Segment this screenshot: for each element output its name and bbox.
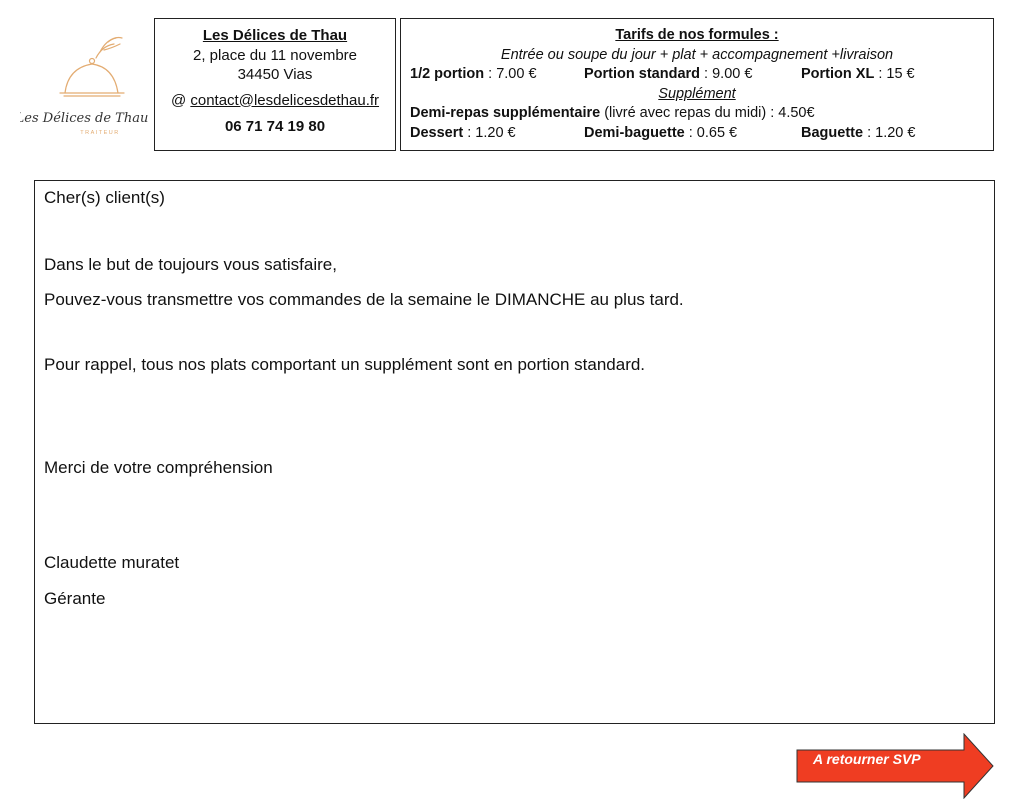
- logo-script-text: Les Délices de Thau: [20, 111, 149, 126]
- price-baguette: Baguette : 1.20 €: [801, 124, 916, 141]
- logo-tagline: TRAITEUR: [80, 130, 120, 136]
- letter-line-3: Pour rappel, tous nos plats comportant un supplément sont en portion standard.: [44, 355, 646, 374]
- price-half-portion: 1/2 portion : 7.00 €: [410, 66, 537, 82]
- address-line-1: 2, place du 11 novembre: [193, 46, 357, 64]
- portion-row: [410, 65, 984, 85]
- signature-name: Claudette muratet: [44, 553, 180, 572]
- pricing-box: [400, 18, 994, 151]
- address-line-2: 34450 Vias: [237, 66, 313, 83]
- company-name: Les Délices de Thau: [202, 27, 348, 44]
- extras-row: [410, 124, 984, 144]
- return-arrow-label: A retourner SVP: [813, 751, 921, 767]
- email-line: [155, 91, 395, 111]
- supplement-title: Supplément: [658, 85, 736, 102]
- email-link[interactable]: contact@lesdelicesdethau.fr: [190, 91, 380, 109]
- price-demi-baguette: Demi-baguette : 0.65 €: [584, 124, 738, 141]
- price-demi-repas: Demi-repas supplémentaire (livré avec repas du midi) : 4.50€: [410, 105, 815, 121]
- pricing-title: Tarifs de nos formules :: [615, 27, 779, 43]
- signature-title: Gérante: [44, 589, 106, 608]
- contact-box: [154, 18, 396, 151]
- letter-line-1: Dans le but de toujours vous satisfaire,: [44, 255, 337, 274]
- letter-line-2: Pouvez-vous transmettre vos commandes de la semaine le DIMANCHE au plus tard.: [44, 290, 684, 309]
- price-dessert: Dessert : 1.20 €: [410, 124, 516, 141]
- price-xl-portion: Portion XL : 15 €: [801, 66, 915, 82]
- phone-number: 06 71 74 19 80: [224, 118, 326, 135]
- letter-greeting: Cher(s) client(s): [44, 188, 165, 207]
- company-logo: [20, 30, 150, 145]
- letter-closing: Merci de votre compréhension: [44, 458, 273, 477]
- cloche-logo-icon: [20, 30, 150, 145]
- email-prefix: @: [170, 91, 191, 109]
- price-standard-portion: Portion standard : 9.00 €: [584, 66, 753, 82]
- pricing-subtitle: Entrée ou soupe du jour + plat + accompagnement +livraison: [500, 46, 894, 63]
- letter-box: [34, 180, 995, 724]
